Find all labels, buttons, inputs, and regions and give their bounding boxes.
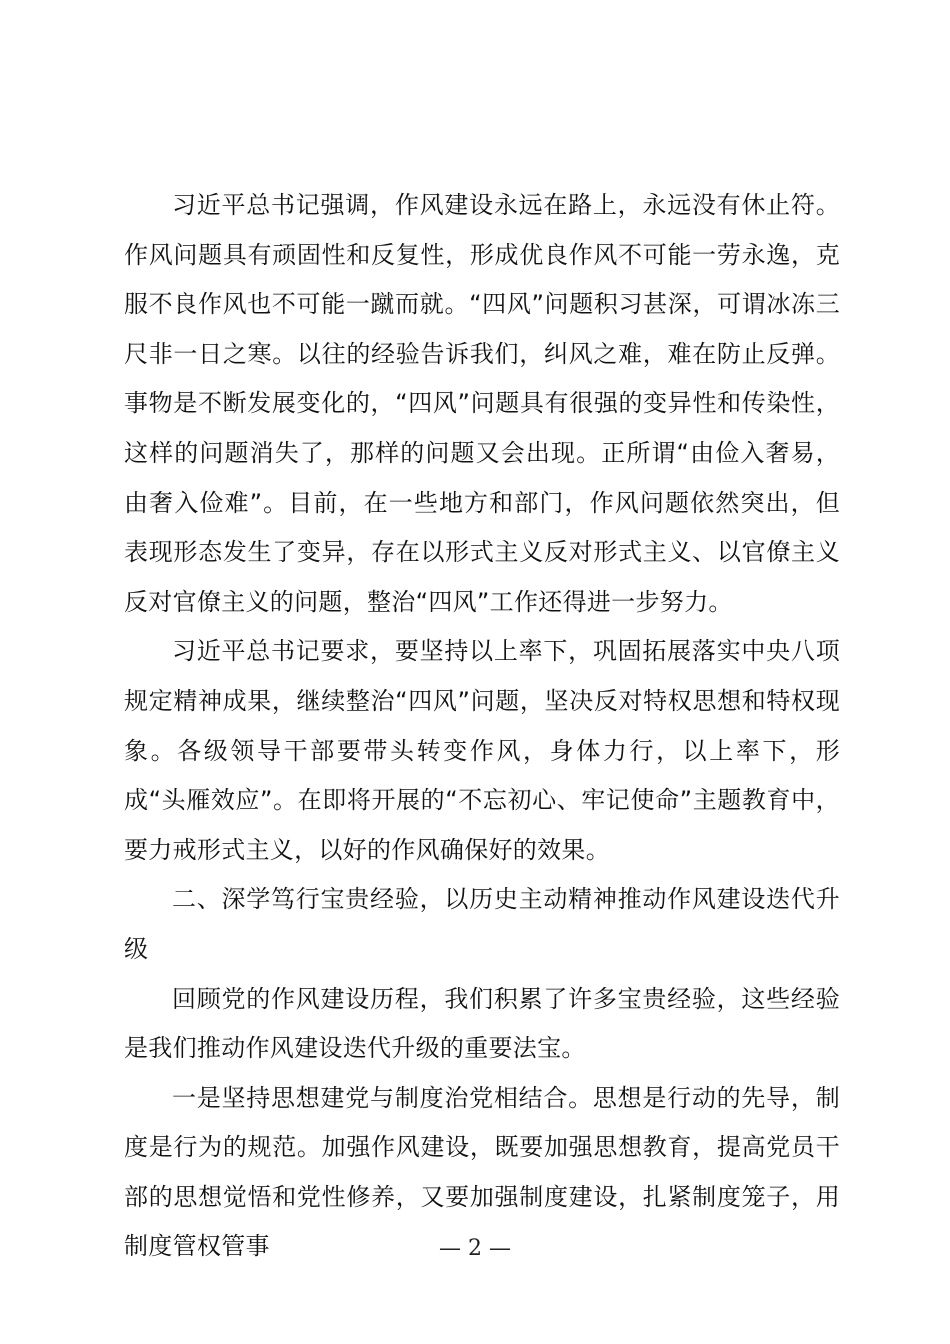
document-body	[124, 181, 840, 1272]
paragraph-3: 回顾党的作风建设历程，我们积累了许多宝贵经验，这些经验是我们推动作风建设迭代升级的重要法宝。	[124, 984, 840, 1063]
paragraph-2: 习近平总书记要求，要坚持以上率下，巩固拓展落实中央八项规定精神成果，继续整治“四风”问题，坚决反对特权思想和特权现象。各级领导干部要带头转变作风，身体力行，以上率下，形成“头雁效应”。在即将开展的“不忘初心、牢记使命”主题教育中，要力戒形式主义，以好的作风确保好的效果。	[124, 637, 840, 864]
section-heading: 二、深学笃行宝贵经验，以历史主动精神推动作风建设迭代升级	[124, 885, 840, 963]
page-number: — 2 —	[439, 1236, 511, 1261]
paragraph-1: 习近平总书记强调，作风建设永远在路上，永远没有休止符。作风问题具有顽固性和反复性，形成优良作风不可能一劳永逸，克服不良作风也不可能一蹴而就。“四风”问题积习甚深，可谓冰冻三尺非一日之寒。以往的经验告诉我们，纠风之难，难在防止反弹。事物是不断发展变化的，“四风”问题具有很强的变异性和传染性，这样的问题消失了，那样的问题又会出现。正所谓“由俭入奢易，由奢入俭难”。目前，在一些地方和部门，作风问题依然突出，但表现形态发生了变异，存在以形式主义反对形式主义、以官僚主义反对官僚主义的问题，整治“四风”工作还得进一步努力。	[124, 191, 840, 616]
paragraph-4: 一是坚持思想建党与制度治党相结合。思想是行动的先导，制度是行为的规范。加强作风建设，既要加强思想教育，提高党员干部的思想觉悟和党性修养，又要加强制度建设，扎紧制度笼子，用制度管权管事	[124, 1083, 840, 1261]
